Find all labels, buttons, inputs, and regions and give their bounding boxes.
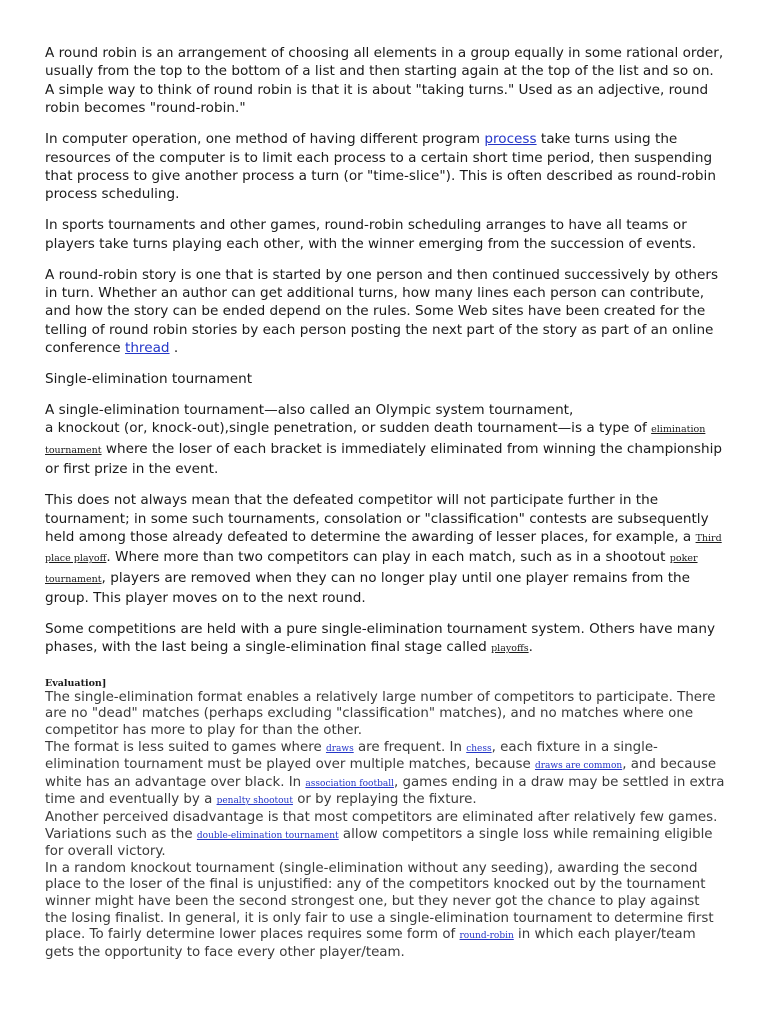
evaluation-paragraph-3 xyxy=(45,810,725,861)
evaluation-paragraph-4 xyxy=(45,861,725,962)
text: . xyxy=(528,639,533,656)
evaluation-paragraph-2 xyxy=(45,740,725,810)
text: . Where more than two competitors can play in each match, such as in a shootout xyxy=(106,549,670,566)
text: A round-robin story is one that is started by one person and then continued successively by others in turn. Whether an author can get additional turns, how many lines each person can contribute, and how the story can be ended depend on the rules. Some Web sites have been created for the telling of round robin stories by each person posting the next part of the story as part of an online conference xyxy=(45,266,719,357)
text: , each fixture in a single-elimination tournament must be played over multiple matches, because xyxy=(45,739,658,773)
link-round-robin[interactable]: round-robin xyxy=(459,931,514,942)
link-third-place-playoff[interactable]: Third place playoff xyxy=(45,532,722,565)
paragraph-single-elimination-definition xyxy=(45,401,725,479)
text: Some competitions are held with a pure single-elimination tournament system. Others have many phases, with the last being a single-elimination final stage called xyxy=(45,621,716,656)
link-association-football[interactable]: association football xyxy=(305,778,394,789)
link-draws-are-common[interactable]: draws are common xyxy=(534,761,623,772)
link-penalty-shootout[interactable]: penalty shootout xyxy=(216,796,293,807)
evaluation-paragraph-1: The single-elimination format enables a relatively large number of competitors to participate. There are no "dead" matches (perhaps excluding "classification" matches), and no matches where one competitor has more to play for than the other. xyxy=(45,689,716,739)
paragraph-computer-operation xyxy=(45,130,725,204)
text: Another perceived disadvantage is that most competitors are eliminated after relatively few games. Variations such as the xyxy=(45,810,718,842)
section-heading-single-elimination: Single-elimination tournament xyxy=(45,371,253,388)
text: In computer operation, one method of having different program xyxy=(45,131,485,148)
text: a knockout (or, knock-out),single penetration, or sudden death tournament—is a type of xyxy=(45,420,652,437)
text: allow competitors a single loss while remaining eligible for overall victory. xyxy=(45,826,713,860)
link-draws[interactable]: draws xyxy=(325,743,354,754)
document-page xyxy=(45,44,725,961)
link-thread[interactable]: thread xyxy=(124,340,170,357)
text: In a random knockout tournament (single-elimination without any seeding), awarding the second place to the loser of the final is unjustified: any of the competitors knocked out by the tournament winner might have been the second strongest one, but they never got the chance to play against the losing finalist. In general, it is only fair to use a single-elimination tournament to determine first place. To fairly determine lower places requires some form of xyxy=(45,860,714,943)
text: are frequent. In xyxy=(353,739,467,755)
link-double-elimination-tournament[interactable]: double-elimination tournament xyxy=(196,830,339,841)
paragraph-round-robin-story xyxy=(45,266,725,358)
evaluation-heading: Evaluation] xyxy=(45,677,107,689)
link-poker-tournament[interactable]: poker tournament xyxy=(45,553,698,585)
text: This does not always mean that the defeated competitor will not participate further in the tournament; in some such tournaments, consolation or "classification" contests are subsequently held among those already defeated to determine the awarding of lesser places, for example, a xyxy=(45,492,709,545)
text: , players are removed when they can no longer play until one player remains from the group. This player moves on to the next round. xyxy=(45,569,691,607)
text: take turns using the resources of the computer is to limit each process to a certain short time period, then suspending that process to give another process a turn (or "time-slice"). This is often described as round-robin process scheduling. xyxy=(45,131,716,203)
link-playoffs[interactable]: playoffs xyxy=(491,643,529,655)
paragraph-sports-tournaments: In sports tournaments and other games, round-robin scheduling arranges to have all teams or players take turns playing each other, with the winner emerging from the succession of events. xyxy=(45,217,697,252)
link-chess[interactable]: chess xyxy=(466,743,492,754)
link-elimination-tournament[interactable]: elimination tournament xyxy=(45,424,706,456)
paragraph-competitions xyxy=(45,620,725,659)
text: . xyxy=(169,340,179,357)
text: in which each player/team gets the opportunity to face every other player/team. xyxy=(45,927,696,960)
text: A single-elimination tournament—also called an Olympic system tournament, xyxy=(45,402,574,418)
text: where the loser of each bracket is immediately eliminated from winning the championship or first prize in the event. xyxy=(45,440,723,478)
text: , games ending in a draw may be settled in extra time and eventually by a xyxy=(45,774,725,808)
text: , and because white has an advantage over black. In xyxy=(45,757,717,790)
paragraph-defeated-competitor xyxy=(45,491,725,607)
paragraph-round-robin-definition: A round robin is an arrangement of choosing all elements in a group equally in some rational order, usually from the top to the bottom of a list and then starting again at the top of the list and so on. A simple way to think of round robin is that it is about "taking turns." Used as an adjective, round robin becomes "round-robin." xyxy=(45,45,724,117)
text: or by replaying the fixture. xyxy=(292,792,477,808)
text: The format is less suited to games where xyxy=(45,739,326,755)
link-process[interactable]: process xyxy=(484,131,537,148)
